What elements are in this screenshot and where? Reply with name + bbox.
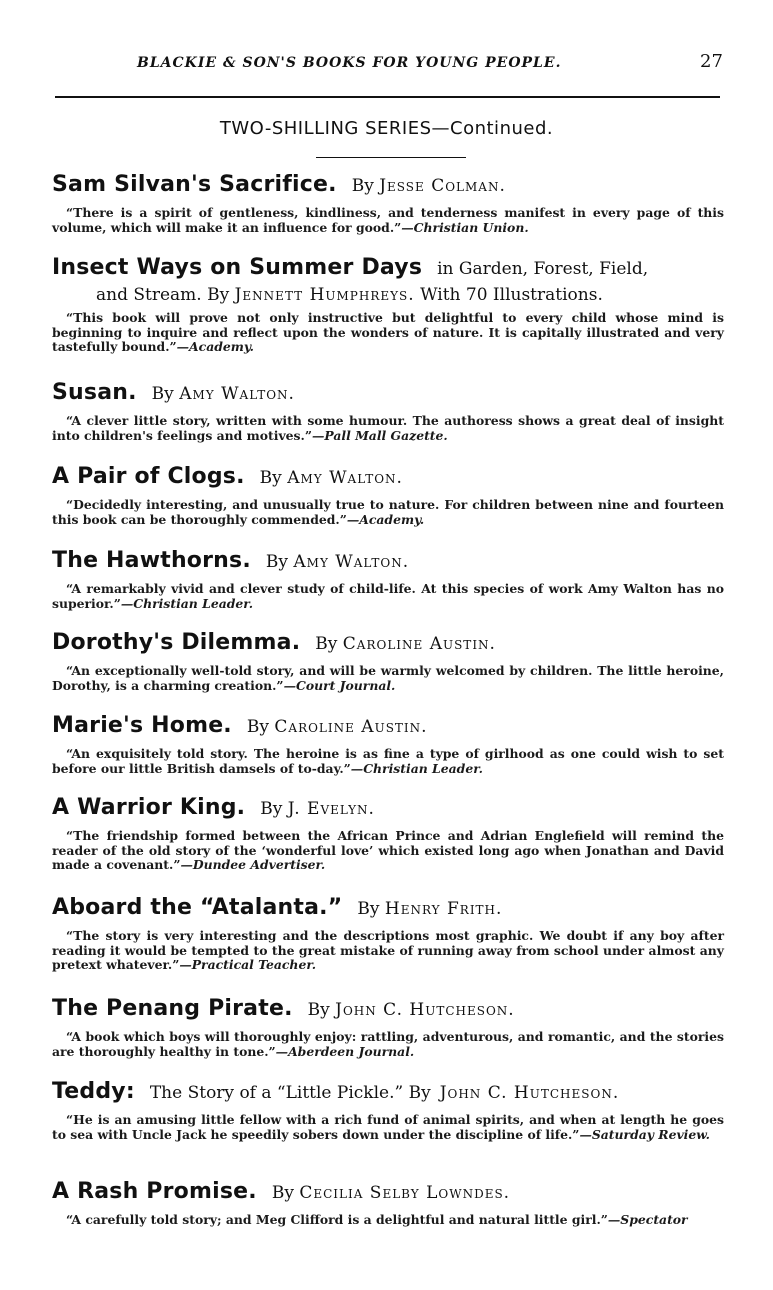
title-continuation: The Story of a “Little Pickle.” By [149, 1083, 431, 1103]
author: Jesse Colman. [379, 176, 506, 196]
review-quote [52, 582, 724, 611]
by-word: By [315, 634, 338, 654]
quote-text: “This book will prove not only instructive but delightful to every child whose mind is beginning to inquire and reflect upon the wonders of nature. It is capitally illustrated and very tastefully bound.” [52, 310, 724, 354]
quote-text: “An exceptionally well-told story, and will be warmly welcomed by children. The little heroine, Dorothy, is a charming creation.” [52, 663, 724, 693]
quote-text: “A carefully told story; and Meg Clifford is a delightful and natural little girl.” [66, 1212, 608, 1227]
byline [260, 799, 375, 819]
author: Jennett Humphreys. [234, 285, 415, 305]
book-title: The Penang Pirate. [52, 996, 293, 1021]
entry-heading [52, 1177, 724, 1208]
book-title: The Hawthorns. [52, 548, 251, 573]
byline [152, 384, 295, 404]
author: John C. Hutcheson. [335, 1000, 515, 1020]
byline [247, 717, 428, 737]
entry-heading [52, 893, 724, 924]
book-entry [52, 893, 724, 973]
byline [315, 634, 496, 654]
book-title: Susan. [52, 380, 137, 405]
author: Amy Walton. [287, 468, 403, 488]
review-quote [52, 206, 724, 235]
by-word: By [271, 1183, 294, 1203]
book-entry [52, 628, 724, 693]
by-word: By [307, 1000, 330, 1020]
quote-source: —Dundee Advertiser. [180, 857, 326, 872]
byline [308, 1000, 515, 1020]
book-title: A Pair of Clogs. [52, 464, 245, 489]
author: Cecilia Selby Lowndes. [299, 1183, 511, 1203]
book-title: Sam Silvan's Sacrifice. [52, 172, 337, 197]
review-quote [52, 1213, 724, 1228]
author: Amy Walton. [293, 552, 410, 572]
quote-text: “He is an amusing little fellow with a rich fund of animal spirits, and when at length he goes to sea with Uncle Jack he speedily sobers down under the discipline of life.” [52, 1112, 724, 1142]
book-title: Aboard the “Atalanta.” [52, 895, 343, 920]
title-continuation: in Garden, Forest, Field, [437, 259, 649, 279]
page-number: 27 [700, 51, 723, 72]
author: Amy Walton. [179, 384, 295, 404]
book-title: Marie's Home. [52, 713, 232, 738]
book-entry [52, 378, 724, 443]
entry-heading [52, 711, 724, 742]
entry-heading [52, 378, 724, 409]
quote-source: —Saturday Review. [579, 1126, 710, 1142]
book-entry [52, 1177, 724, 1228]
byline [266, 552, 409, 572]
book-entry [52, 546, 724, 611]
quote-text: “An exquisitely told story. The heroine is as fine a type of girlhood as one could wish to set before our little British damsels of to-day.” [52, 746, 724, 776]
quote-source: —Christian Leader. [350, 760, 483, 776]
quote-source: —Pall Mall Gazette. [311, 427, 448, 443]
review-quote [52, 664, 724, 693]
quote-text: “The story is very interesting and the descriptions most graphic. We doubt if any boy after reading it would be tempted to the great mistake of running away from school under almost any pretext whatever.” [52, 928, 724, 972]
quote-source: —Spectator [607, 1212, 688, 1227]
byline [272, 1183, 510, 1203]
entry-heading [52, 546, 724, 577]
quote-text: “A clever little story, written with some humour. The authoress shows a great deal of insight into children's feelings and motives.” [52, 413, 724, 443]
by-word: By [357, 899, 380, 919]
running-head: BLACKIE & SON'S BOOKS FOR YOUNG PEOPLE. [137, 55, 562, 71]
by-word: By [259, 468, 282, 488]
entry-heading [52, 793, 724, 824]
entry-heading [52, 1077, 724, 1108]
by-word: By [151, 384, 174, 404]
byline [260, 468, 403, 488]
book-entry [52, 793, 724, 873]
quote-source: —Aberdeen Journal. [275, 1043, 415, 1059]
quote-text: “The friendship formed between the African Prince and Adrian Englefield will remind the reader of the old story of the ‘wonderful love’ which existed long ago when Jonathan and David made a covenant.” [52, 828, 724, 872]
book-title: Dorothy's Dilemma. [52, 630, 301, 655]
section-rule [316, 157, 466, 158]
review-quote [52, 1030, 724, 1059]
subtitle-pre: and Stream. By [96, 285, 230, 305]
book-entry [52, 462, 724, 527]
review-quote [52, 929, 724, 973]
quote-source: —Practical Teacher. [179, 957, 317, 972]
byline [352, 176, 506, 196]
book-entry [52, 253, 724, 355]
entry-heading [52, 994, 724, 1025]
review-quote [52, 498, 724, 527]
section-title: TWO-SHILLING SERIES—Continued. [219, 118, 554, 139]
quote-source: —Christian Union. [401, 219, 529, 235]
byline [357, 899, 502, 919]
author: Caroline Austin. [342, 634, 496, 654]
quote-source: —Christian Leader. [120, 595, 254, 611]
quote-text: “A book which boys will thoroughly enjoy: rattling, adventurous, and romantic, and the stories are thoroughly healthy in tone.” [52, 1029, 724, 1059]
book-entry [52, 994, 724, 1059]
by-word: By [260, 799, 283, 819]
review-quote [52, 1113, 724, 1142]
header-rule [55, 96, 720, 98]
book-entry [52, 1077, 724, 1142]
entry-heading [52, 253, 724, 284]
by-word: By [351, 176, 374, 196]
author: John C. Hutcheson. [439, 1083, 620, 1103]
entry-heading [52, 462, 724, 493]
quote-source: —Academy. [346, 511, 425, 527]
book-title: Insect Ways on Summer Days [52, 255, 423, 280]
author: Henry Frith. [384, 899, 503, 919]
entry-heading [52, 170, 724, 201]
book-title: Teddy: [52, 1079, 135, 1104]
author: Caroline Austin. [274, 717, 428, 737]
subtitle-post: With 70 Illustrations. [420, 285, 603, 305]
book-title: A Warrior King. [52, 795, 246, 820]
by-word: By [265, 552, 288, 572]
entry-subtitle [52, 284, 724, 306]
by-word: By [246, 717, 269, 737]
book-entry [52, 711, 724, 776]
quote-text: “Decidedly interesting, and unusually true to nature. For children between nine and fourteen this book can be thoroughly commended.” [52, 497, 724, 527]
review-quote [52, 829, 724, 873]
book-entry [52, 170, 724, 235]
book-title: A Rash Promise. [52, 1179, 257, 1204]
review-quote [52, 311, 724, 355]
quote-source: —Academy. [176, 339, 254, 354]
quote-source: —Court Journal. [283, 677, 396, 693]
quote-text: “There is a spirit of gentleness, kindliness, and tenderness manifest in every page of this volume, which will make it an influence for good.” [52, 205, 724, 235]
entry-heading [52, 628, 724, 659]
review-quote [52, 414, 724, 443]
review-quote [52, 747, 724, 776]
quote-text: “A remarkably vivid and clever study of child-life. At this species of work Amy Walton has no superior.” [52, 581, 724, 611]
author: J. Evelyn. [287, 799, 375, 819]
